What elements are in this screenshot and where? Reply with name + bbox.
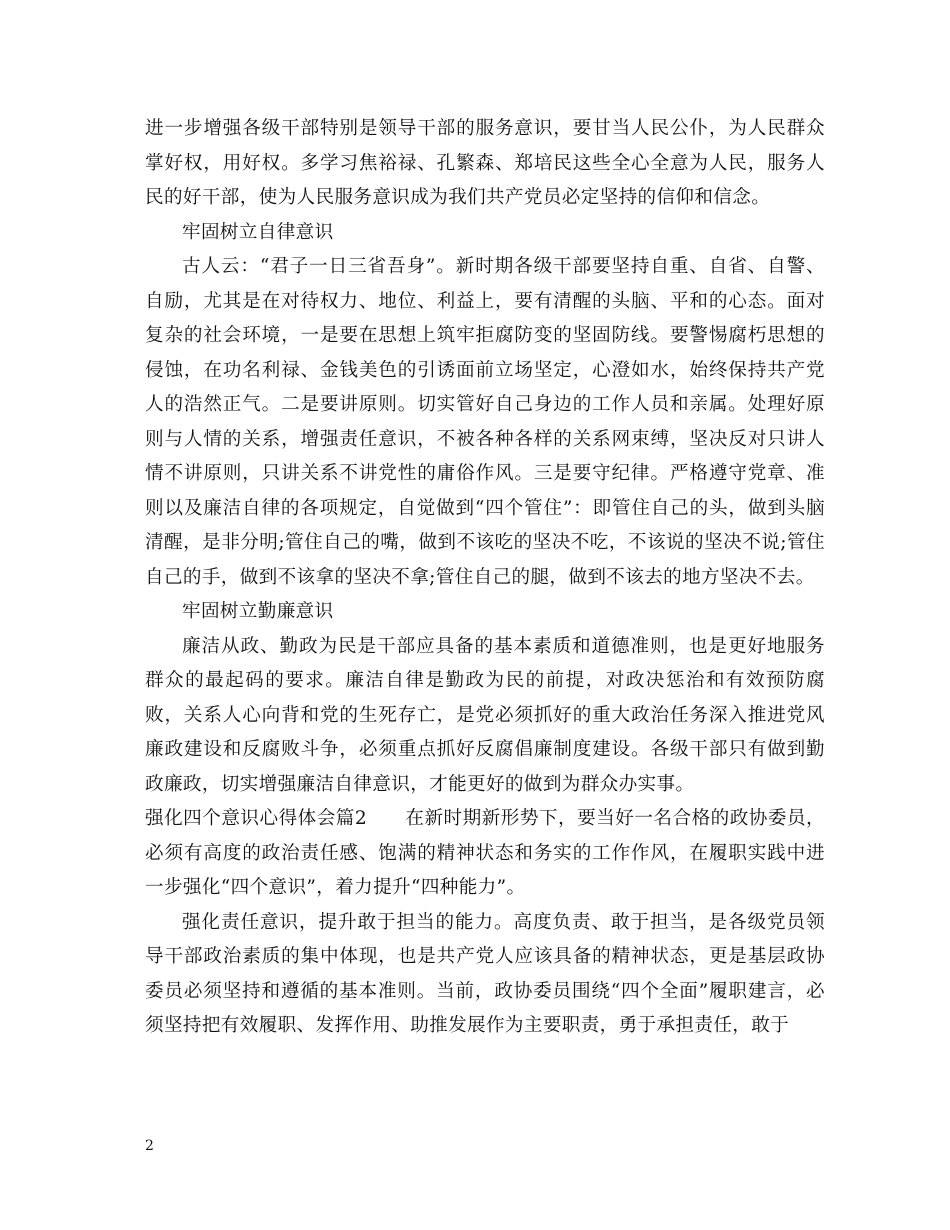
paragraph-responsibility: 强化责任意识，提升敢于担当的能力。高度负责、敢于担当，是各级党员领导干部政治素质的集中体现，也是共产党人应该具备的精神状态，更是基层政协委员必须坚持和遵循的基本准则。当前，政协委员围绕“四个全面”履职建言，必须坚持把有效履职、发挥作用、助推发展作为主要职责，勇于承担责任，敢于 xyxy=(145,911,825,1036)
paragraph-self-discipline: 古人云：“君子一日三省吾身”。新时期各级干部要坚持自重、自省、自警、自励，尤其是在对待权力、地位、利益上，要有清醒的头脑、平和的心态。面对复杂的社会环境，一是要在思想上筑牢拒腐防变的坚固防线。要警惕腐朽思想的侵蚀，在功名利禄、金钱美色的引诱面前立场坚定，心澄如水，始终保持共产党人的浩然正气。二是要讲原则。切实管好自己身边的工作人员和亲属。处理好原则与人情的关系，增强责任意识，不被各种各样的关系网束缚，坚决反对只讲人情不讲原则，只讲关系不讲党性的庸俗作风。三是要守纪律。严格遵守党章、准则以及廉洁自律的各项规定，自觉做到“四个管住”：即管住自己的头，做到头脑清醒，是非分明;管住自己的嘴，做到不该吃的坚决不吃，不该说的坚决不说;管住自己的手，做到不该拿的坚决不拿;管住自己的腿，做到不该去的地方坚决不去。 xyxy=(145,256,825,588)
heading-self-discipline: 牢固树立自律意识 xyxy=(182,221,334,243)
paragraph-service-awareness: 进一步增强各级干部特别是领导干部的服务意识，要甘当人民公仆，为人民群众掌好权，用好权。多学习焦裕禄、孔繁森、郑培民这些全心全意为人民，服务人民的好干部，使为人民服务意识成为我们共产党员必定坚持的信仰和信念。 xyxy=(145,118,825,208)
page-number: 2 xyxy=(145,1138,154,1154)
paragraph-diligence-integrity: 廉洁从政、勤政为民是干部应具备的基本素质和道德准则，也是更好地服务群众的最起码的要求。廉洁自律是勤政为民的前提，对政决惩治和有效预防腐败，关系人心向背和党的生死存亡，是党必须抓好的重大政治任务深入推进党风廉政建设和反腐败斗争，必须重点抓好反腐倡廉制度建设。各级干部只有做到勤政廉政，切实增强廉洁自律意识，才能更好的做到为群众办实事。 xyxy=(145,635,825,795)
paragraph-article-2-intro: 强化四个意识心得体会篇2 在新时期新形势下，要当好一名合格的政协委员，必须有高度的政治责任感、饱满的精神状态和务实的工作作风，在履职实践中进一步强化“四个意识”，着力提升“四种能力”。 xyxy=(145,808,825,898)
document-body xyxy=(145,112,825,1044)
heading-diligence-integrity: 牢固树立勤廉意识 xyxy=(182,601,334,622)
